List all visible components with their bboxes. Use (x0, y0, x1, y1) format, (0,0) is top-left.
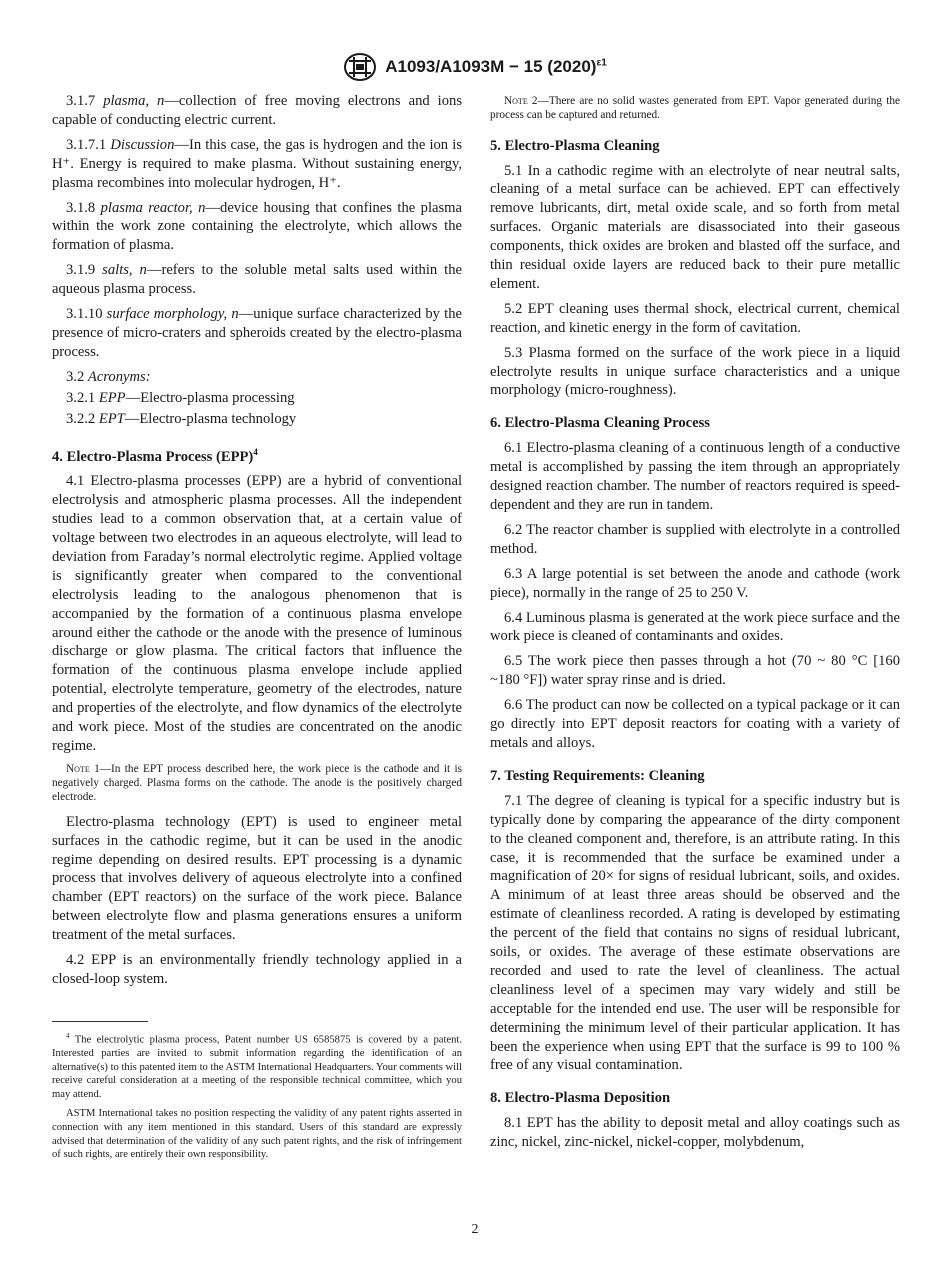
left-column (52, 92, 462, 1168)
document-code: A1093/A1093M − 15 $(2020)^{\varepsilon 1}$ (385, 57, 607, 76)
paragraph-5-2: 5.2 EPT cleaning uses thermal shock, electrical current, chemical reaction, and kinetic energy in the form of cavitation. (490, 300, 900, 336)
paragraph-6-3: 6.3 A large potential is set between the anode and cathode (work piece), normally in the range of 25 to 250 V. (490, 565, 900, 601)
astm-logo-icon (343, 52, 377, 82)
paragraph-8-1: 8.1 EPT has the ability to deposit metal and alloy coatings such as zinc, nickel, zinc-nickel, nickel-copper, molybdenum, (490, 1115, 900, 1151)
section-8-heading: 8. Electro-Plasma Deposition (490, 1090, 671, 1107)
definition-surface-morphology: 3.1.10 surface morphology, n—unique surface characterized by the presence of micro-craters and spheroids created by the electro-plasma process. (52, 306, 462, 360)
paragraph-4-1: 4.1 Electro-plasma processes (EPP) are a hybrid of conventional electrolysis and atmospheric plasma processes. All the independent studies lead to a common observation that, at a certain value of voltage between two electrodes in an aqueous electrolyte, will lead to deviation from Faraday’s normal electrolytic regime. Applied voltage is significantly greater when compared to the conventional electrolysis leading to the analogous phenomenon that is accompanied by the formation of a continuous plasma envelope around either the cathode or the anode with the presence of luminous discharge or glow plasma. The critical factors that influence the formation of the continuous plasma envelope include applied potential, electrolyte temperature, geometry of the electrodes, nature and properties of the electrolyte, and flow dynamics of the electrolyte and work piece. Most of the studies are concentrated on the anodic regime. (52, 473, 462, 754)
footnote-4: $^4$ The electrolytic plasma process, Patent number US 6585875 is covered by a patent. Interested parties are invited to submit information regarding the identification of an alternative(s) to this patented item to the ASTM International Headquarters. Your comments will receive careful consideration at a meeting of the responsible technical committee, which you may attend. (52, 1031, 462, 1100)
acronym-ept: 3.2.2 EPT—Electro-plasma technology (66, 410, 297, 427)
paragraph-5-1: 5.1 In a cathodic regime with an electrolyte of near neutral salts, cleaning of a metal surface can be achieved. EPT can effectively remove lubricants, dirt, metal oxide scale, and so forth from metal surfaces. Organic materials are disassociated into their gaseous components, thick oxides are broken and blasted off the surface, and thin residual oxide layers are reduced back to their pure metallic element. (490, 162, 900, 292)
definition-plasma-reactor: 3.1.8 plasma reactor, n—device housing that confines the plasma within the work zone containing the electrolyte, which allows the formation of plasma. (52, 199, 462, 254)
paragraph-6-1: 6.1 Electro-plasma cleaning of a continuous length of a conductive metal is accomplished by passing the item through an appropriately designed reaction chamber. The number of reactors required is speed-dependent and they are run in tandem. (490, 440, 900, 513)
discussion-plasma: 3.1.7.1 Discussion—In this case, the gas is hydrogen and the ion is H⁺. Energy is required to make plasma. Without sustaining energy, plasma recombines into molecular hydrogen, H⁺. (52, 136, 463, 191)
definition-salts: 3.1.9 salts, n—refers to the soluble metal salts used within the aqueous plasma process. (52, 262, 463, 298)
section-6-heading: 6. Electro-Plasma Cleaning Process (490, 415, 710, 432)
paragraph-7-1: 7.1 The degree of cleaning is typical for a specific industry but is typically done by comparing the appearance of the dirty component to the cleaned component and, therefore, is an attribute rating. In this case, it is recommended that the surface be examined under a magnification of 20× for signs of residual lubricant, soils, and oxides. A minimum of at least three areas should be observed and the estimate of cleanliness recorded. A rating is developed by estimating the percent of the field that contains no signs of residual lubricant, soils, or oxides. The average of these estimate observations are recorded and used to rate the level of cleanliness. The actual cleanliness level of a specimen may vary widely and still be acceptable for the intended end use. The user will be responsible for determining the minimum level of their particular application. It has been the experience when using EPT that the surface is 99 to 100 % free of any visual contamination. (490, 792, 900, 1074)
paragraph-6-2: 6.2 The reactor chamber is supplied with electrolyte in a controlled method. (490, 521, 900, 557)
acronyms-heading: 3.2 Acronyms: (66, 368, 151, 385)
paragraph-6-6: 6.6 The product can now be collected on a typical package or it can go directly into EPT deposit reactors for coating with a variety of metals and alloys. (490, 697, 900, 751)
footnote-4-continued: ASTM International takes no position respecting the validity of any patent rights asserted in connection with any item mentioned in this standard. Users of this standard are expressly advised that determination of the validity of any such patent rights, and the risk of infringement of such rights, are entirely their own responsibility. (52, 1108, 462, 1161)
note-1: Note 1—In the EPT process described here, the work piece is the cathode and it is negatively charged. Plasma forms on the cathode. The anode is the positively charged electrode. (52, 762, 462, 804)
acronym-epp: 3.2.1 EPP—Electro-plasma processing (66, 389, 295, 406)
paragraph-4-2: 4.2 EPP is an environmentally friendly technology applied in a closed-loop system. (52, 952, 462, 987)
section-7-heading: 7. Testing Requirements: Cleaning (490, 767, 705, 784)
footnote-divider (52, 1021, 148, 1022)
note-2: Note 2—There are no solid wastes generated from EPT. Vapor generated during the process can be captured and returned. (490, 95, 901, 122)
paragraph-6-5: 6.5 The work piece then passes through a hot (70 ~ 80 °C [160 ~180 °F]) water spray rinse and is dried. (490, 653, 900, 689)
section-5-heading: 5. Electro-Plasma Cleaning (490, 137, 660, 154)
right-column (490, 92, 900, 1158)
paragraph-6-4: 6.4 Luminous plasma is generated at the work piece surface and the work piece is cleaned of contaminants and oxides. (490, 609, 900, 645)
page-number: 2 (471, 1222, 479, 1237)
section-4-heading: 4. Electro-Plasma Process (EPP)$^4$ (52, 446, 258, 465)
page-header (0, 52, 950, 82)
paragraph-ept-description: Electro-plasma technology (EPT) is used to engineer metal surfaces in the cathodic regime, but it can be used in the anodic regime depending on desired results. EPT processing is a dynamic process that involves delivery of aqueous electrolyte into a confined chamber (EPT reactors) on the surface of the work piece. Balance between electrolyte flow and plasma generations ensures a uniform treatment of the metal surfaces. (52, 813, 462, 944)
definition-plasma: 3.1.7 plasma, n—collection of free moving electrons and ions capable of conducting electric current. (52, 93, 462, 128)
paragraph-5-3: 5.3 Plasma formed on the surface of the work piece in a liquid electrolyte results in unique surface characteristics and a unique morphology (micro-roughness). (490, 344, 900, 399)
